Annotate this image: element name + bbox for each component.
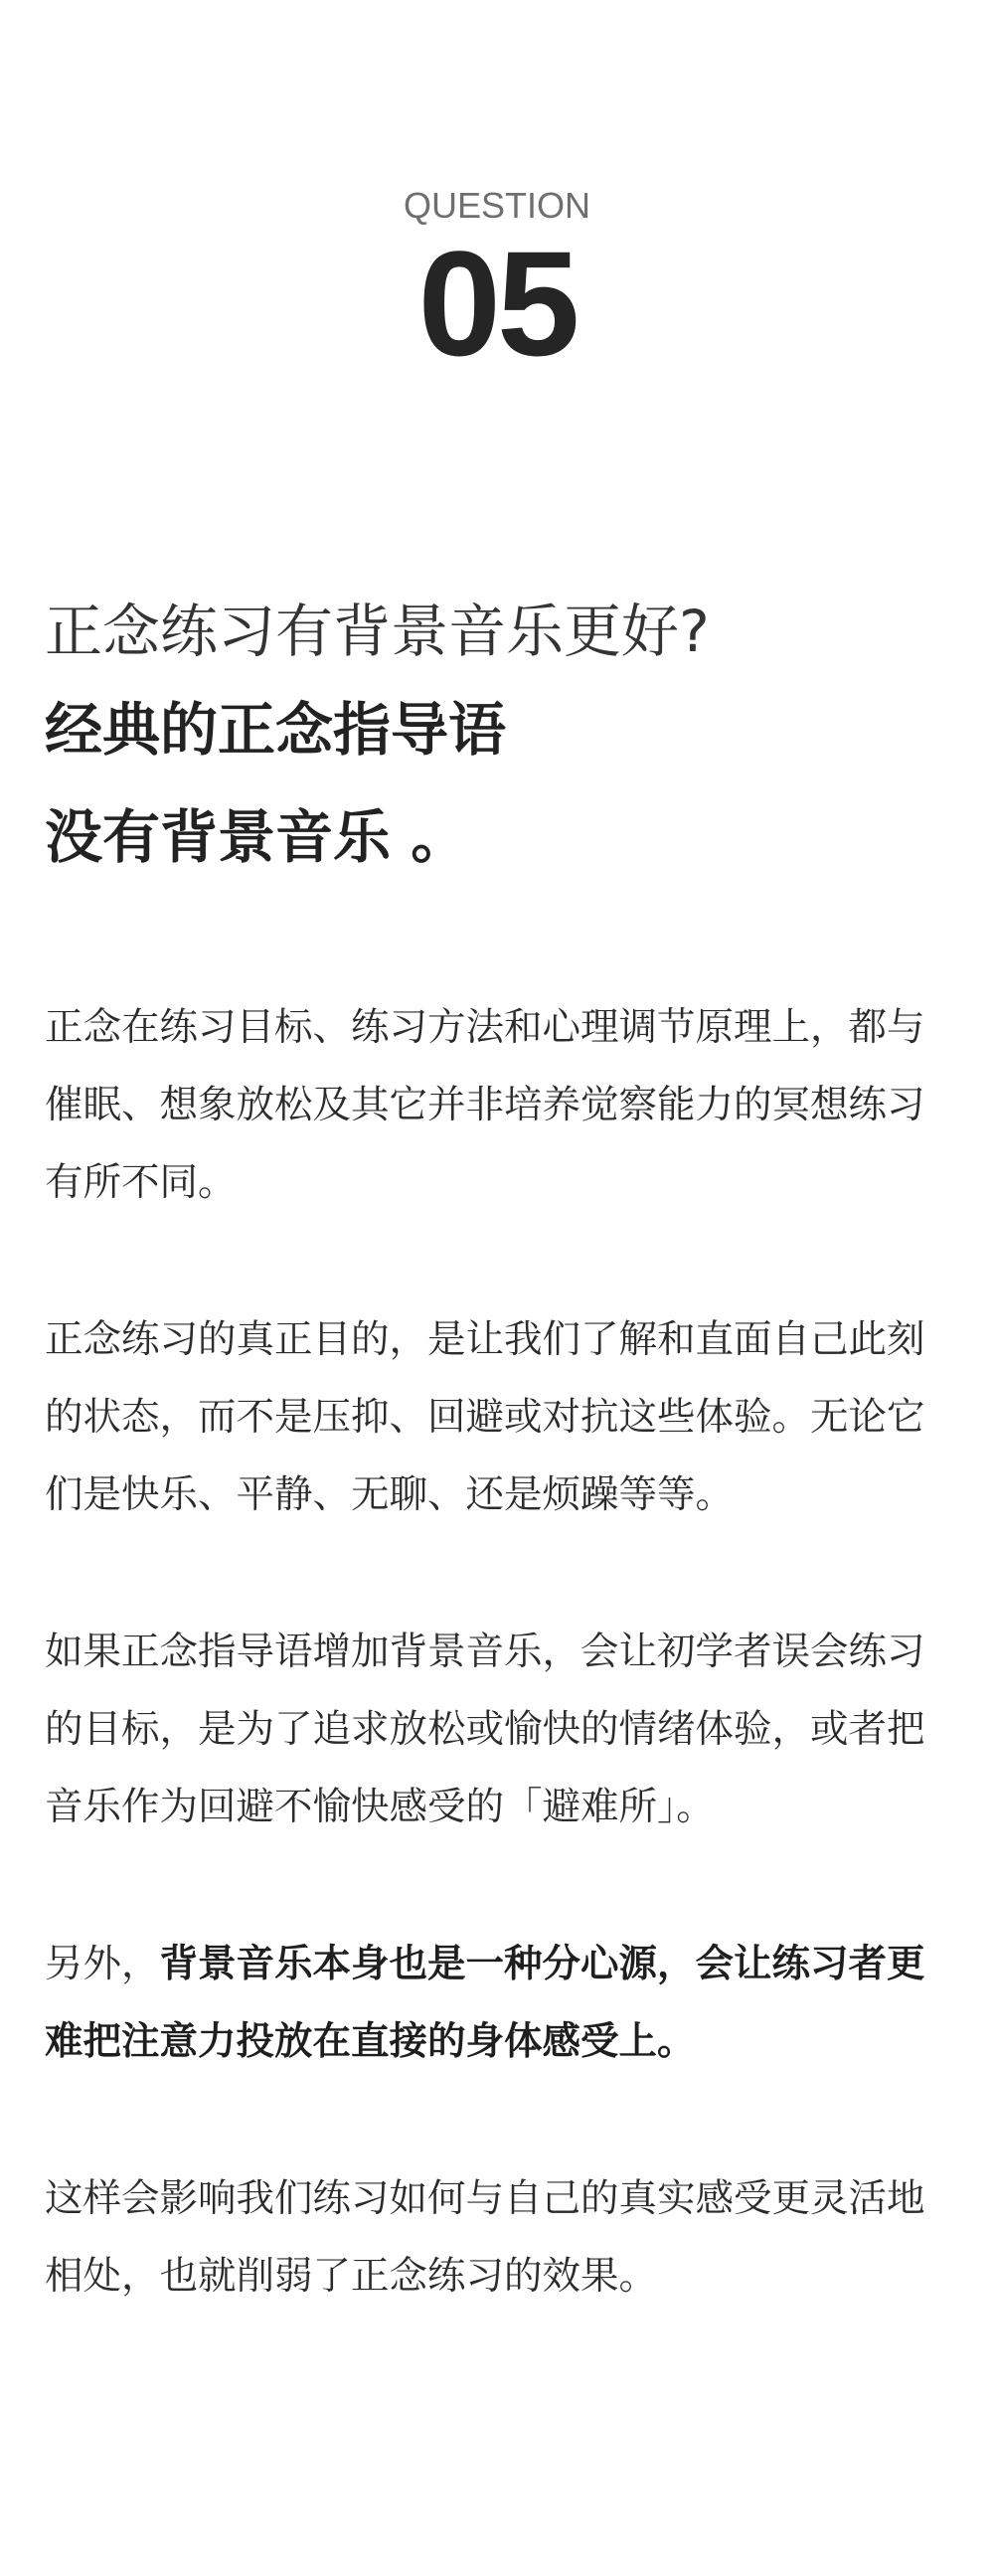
question-title: 正念练习有背景音乐更好? <box>45 598 710 665</box>
answer-title-line-1: 经典的正念指导语 <box>45 696 507 764</box>
question-label: QUESTION <box>403 185 590 226</box>
paragraph-2: 正念练习的真正目的，是让我们了解和直面自己此刻的状态，而不是压抑、回避或对抗这些体验。无论它们是快乐、平静、无聊、还是烦躁等等。 <box>45 1317 925 1517</box>
answer-title-line-2: 没有背景音乐 。 <box>45 803 469 871</box>
paragraph-4-emphasis: 背景音乐本身也是一种分心源，会让练习者更难把注意力投放在直接的身体感受上。 <box>45 1942 925 2064</box>
paragraph-5: 这样会影响我们练习如何与自己的真实感受更灵活地相处，也就削弱了正念练习的效果。 <box>45 2176 925 2299</box>
title-block <box>45 587 959 891</box>
paragraph-4-prefix: 另外， <box>45 1942 160 1986</box>
paragraph-1: 正念在练习目标、练习方法和心理调节原理上，都与催眠、想象放松及其它并非培养觉察能力的冥想练习有所不同。 <box>45 1005 925 1205</box>
article-body <box>45 989 959 2395</box>
paragraph-3: 如果正念指导语增加背景音乐，会让初学者误会练习的目标，是为了追求放松或愉快的情绪体验，或者把音乐作为回避不愉快感受的「避难所」。 <box>45 1630 925 1829</box>
question-number: 05 <box>417 220 577 387</box>
paragraph-4 <box>45 1926 959 2081</box>
